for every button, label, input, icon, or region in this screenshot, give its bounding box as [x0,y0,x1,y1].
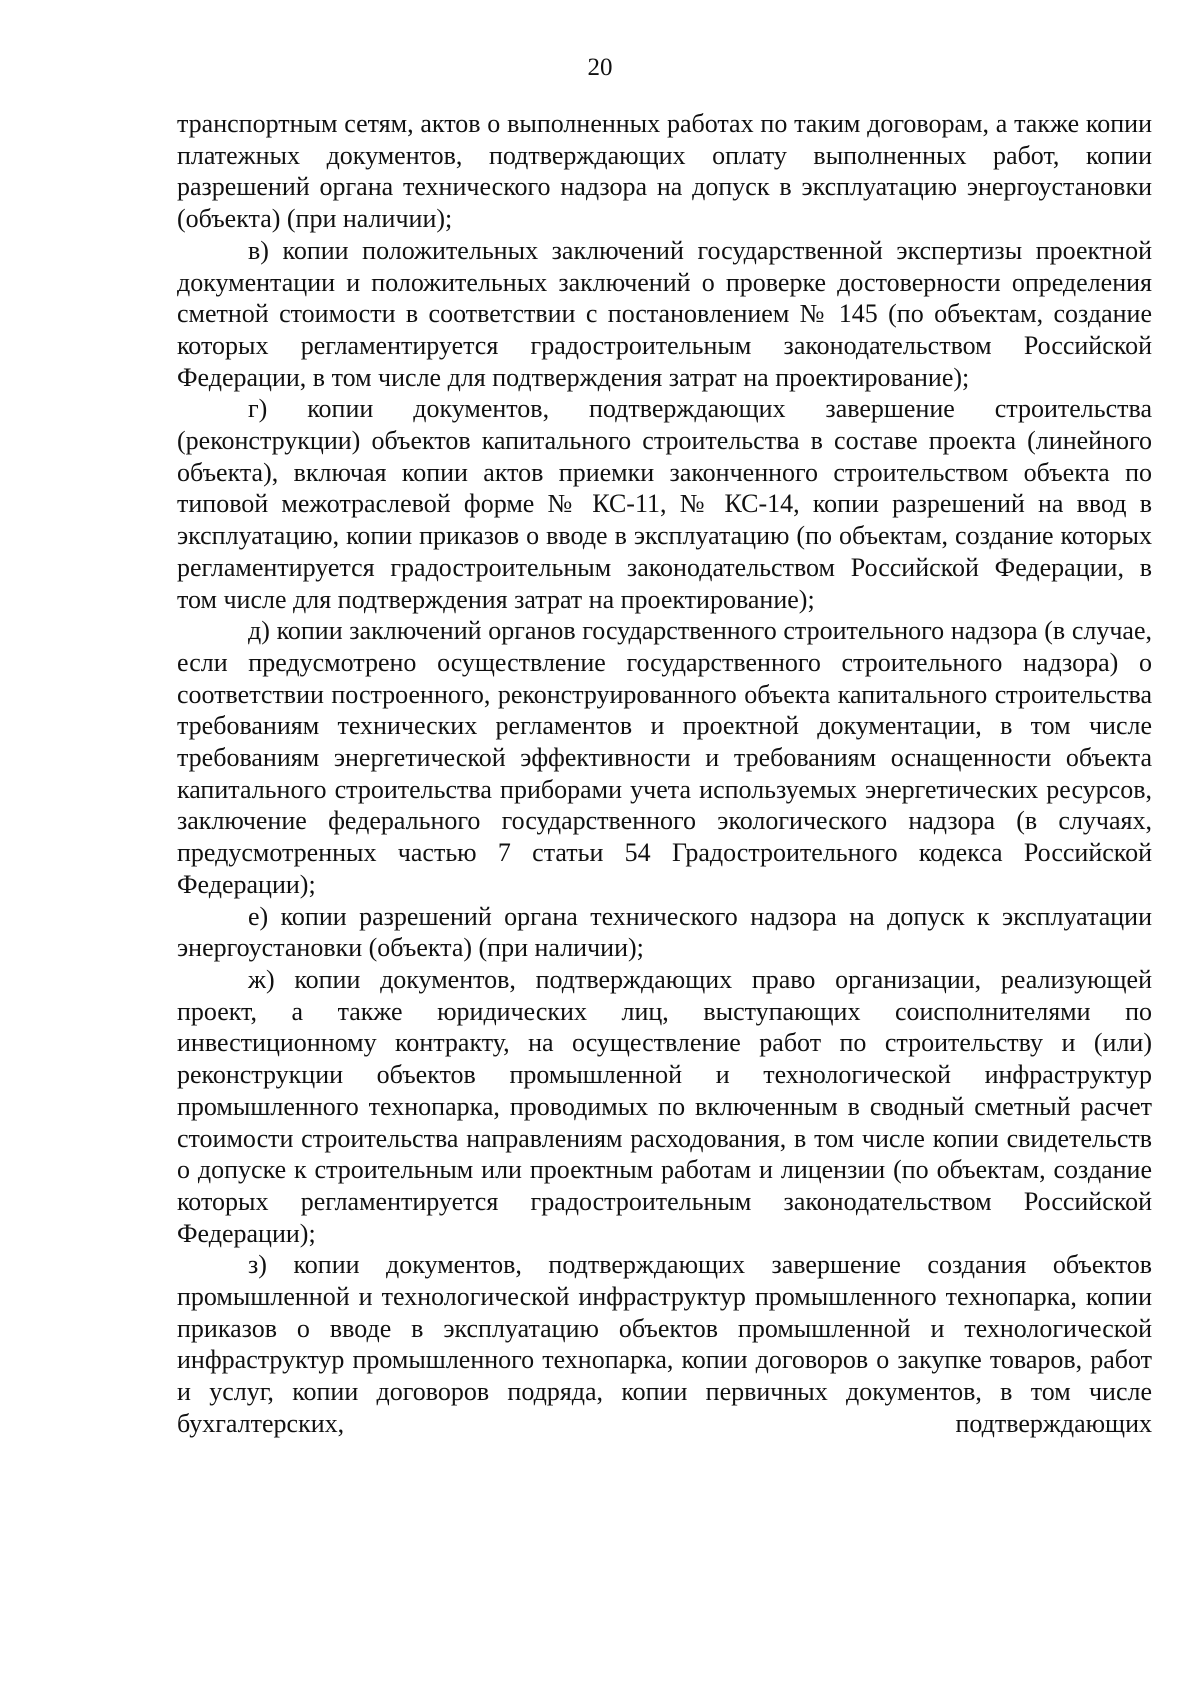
paragraph-item-g: г) копии документов, подтверждающих завершение строительства (реконструкции) объектов капитального строительства в составе проекта (линейного объекта), включая копии актов приемки законченного строительством объекта по типовой межотраслевой форме № КС-11, № КС-14, копии разрешений на ввод в эксплуатацию, копии приказов о вводе в эксплуатацию (по объектам, создание которых регламентируется градостроительным законодательством Российской Федерации, в том числе для подтверждения затрат на проектирование); [177,394,1152,614]
paragraph-item-z: з) копии документов, подтверждающих завершение создания объектов промышленной и технологической инфраструктур промышленного технопарка, копии приказов о вводе в эксплуатацию объектов промышленной и технологической инфраструктур промышленного технопарка, копии договоров о закупке товаров, работ и услуг, копии договоров подряда, копии первичных документов, в том числе бухгалтерских, подтверждающих [177,1250,1152,1438]
paragraph-item-zh: ж) копии документов, подтверждающих право организации, реализующей проект, а также юридических лиц, выступающих соисполнителями по инвестиционному контракту, на осуществление работ по строительству и (или) реконструкции объектов промышленной и технологической инфраструктур промышленного технопарка, проводимых по включенным в сводный сметный расчет стоимости строительства направлениям расходования, в том числе копии свидетельств о допуске к строительным или проектным работам и лицензии (по объектам, создание которых регламентируется градостроительным законодательством Российской Федерации); [177,964,1152,1248]
document-body [177,108,1152,1440]
paragraph-item-d: д) копии заключений органов государственного строительного надзора (в случае, если предусмотрено осуществление государственного строительного надзора) о соответствии построенного, реконструированного объекта капитального строительства требованиям технических регламентов и проектной документации, в том числе требованиям энергетической эффективности и требованиям оснащенности объекта капитального строительства приборами учета используемых энергетических ресурсов, заключение федерального государственного экологического надзора (в случаях, предусмотренных частью 7 статьи 54 Градостроительного кодекса Российской Федерации); [177,616,1152,899]
paragraph-continuation: транспортным сетям, актов о выполненных работах по таким договорам, а также копии платежных документов, подтверждающих оплату выполненных работ, копии разрешений органа технического надзора на допуск в эксплуатацию энергоустановки (объекта) (при наличии); [177,109,1152,234]
paragraph-item-v: в) копии положительных заключений государственной экспертизы проектной документации и положительных заключений о проверке достоверности определения сметной стоимости в соответствии с постановлением № 145 (по объектам, создание которых регламентируется градостроительным законодательством Российской Федерации, в том числе для подтверждения затрат на проектирование); [177,235,1152,392]
page-number: 20 [587,54,613,81]
paragraph-item-e: е) копии разрешений органа технического надзора на допуск к эксплуатации энергоустановки (объекта) (при наличии); [177,901,1152,963]
